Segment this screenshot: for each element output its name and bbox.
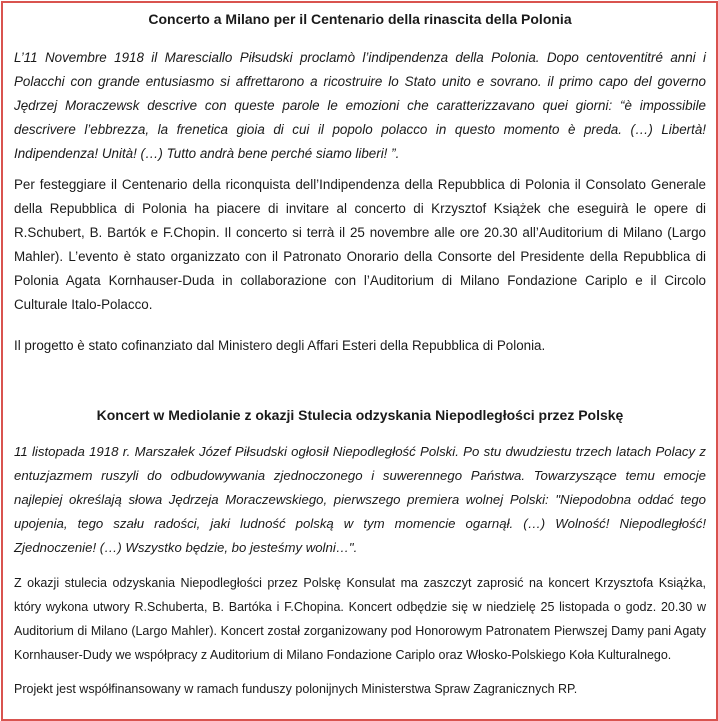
italian-funding-note: Il progetto è stato cofinanziato dal Ministero degli Affari Esteri della Repubblica di Polonia. [14,338,546,353]
italian-title: Concerto a Milano per il Centenario della rinascita della Polonia [148,11,572,27]
polish-funding-note: Projekt jest współfinansowany w ramach funduszy polonijnych Ministerstwa Spraw Zagranicznych RP. [14,682,578,696]
italian-intro-paragraph: L’11 Novembre 1918 il Maresciallo Piłsudski proclamò l’indipendenza della Polonia. Dopo centoventitré anni i Polacchi con grande entusiasmo si affrettarono a ricostruire lo Stato unito e sovrano. il primo capo del governo Jędrzej Moraczewsk descrive con queste parole le emozioni che caratterizzavano quei giorni: “è impossibile descrivere l’ebbrezza, la frenetica gioia di cui il popolo polacco in questo momento è preda. (…) Libertà! Indipendenza! Unità! (…) Tutto andrà bene perché siamo liberi! ”. [14,50,706,161]
italian-body-paragraph: Per festeggiare il Centenario della riconquista dell’Indipendenza della Repubblica di Polonia il Consolato Generale della Repubblica di Polonia ha piacere di invitare al concerto di Krzysztof Książek che eseguirà le opere di R.Schubert, B. Bartók e F.Chopin. Il concerto si terrà il 25 novembre alle ore 20.30 all’Auditorium di Milano (Largo Mahler). L’evento è stato organizzato con il Patronato Onorario della Consorte del Presidente della Repubblica di Polonia Agata Kornhauser-Duda in collaborazione con l’Auditorium di Milano Fondazione Cariplo e il Circolo Culturale Italo-Polacco. [14,177,706,312]
polish-intro-paragraph: 11 listopada 1918 r. Marszałek Józef Piłsudski ogłosił Niepodległość Polski. Po stu dwudziestu trzech latach Polacy z entuzjazmem ruszyli do odbudowywania zjednoczonego i suwerennego Państwa. Towarzyszące temu emocje najlepiej określają słowa Jędrzeja Moraczewskiego, pierwszego premiera wolnej Polski: "Niepodobna oddać tego upojenia, tego szału radości, jaki ludność polską w tym momencie ogarnął. (…) Wolność! Niepodległość! Zjednoczenie! (…) Wszystko będzie, bo jesteśmy wolni…". [14,444,706,555]
polish-section [3,406,716,701]
italian-section [3,10,716,358]
polish-title: Koncert w Mediolanie z okazji Stulecia odzyskania Niepodległości przez Polskę [96,407,624,423]
document-frame [1,1,718,721]
polish-body-paragraph: Z okazji stulecia odzyskania Niepodległości przez Polskę Konsulat ma zaszczyt zaprosić na koncert Krzysztofa Książka, który wykona utwory R.Schuberta, B. Bartóka i F.Chopina. Koncert odbędzie się w niedzielę 25 listopada o godz. 20.30 w Auditorium di Milano (Largo Mahler). Koncert został zorganizowany pod Honorowym Patronatem Pierwszej Damy pani Agaty Kornhauser-Dudy we współpracy z Auditorium di Milano Fondazione Cariplo oraz Włosko-Polskiego Koła Kulturalnego. [14,576,706,662]
